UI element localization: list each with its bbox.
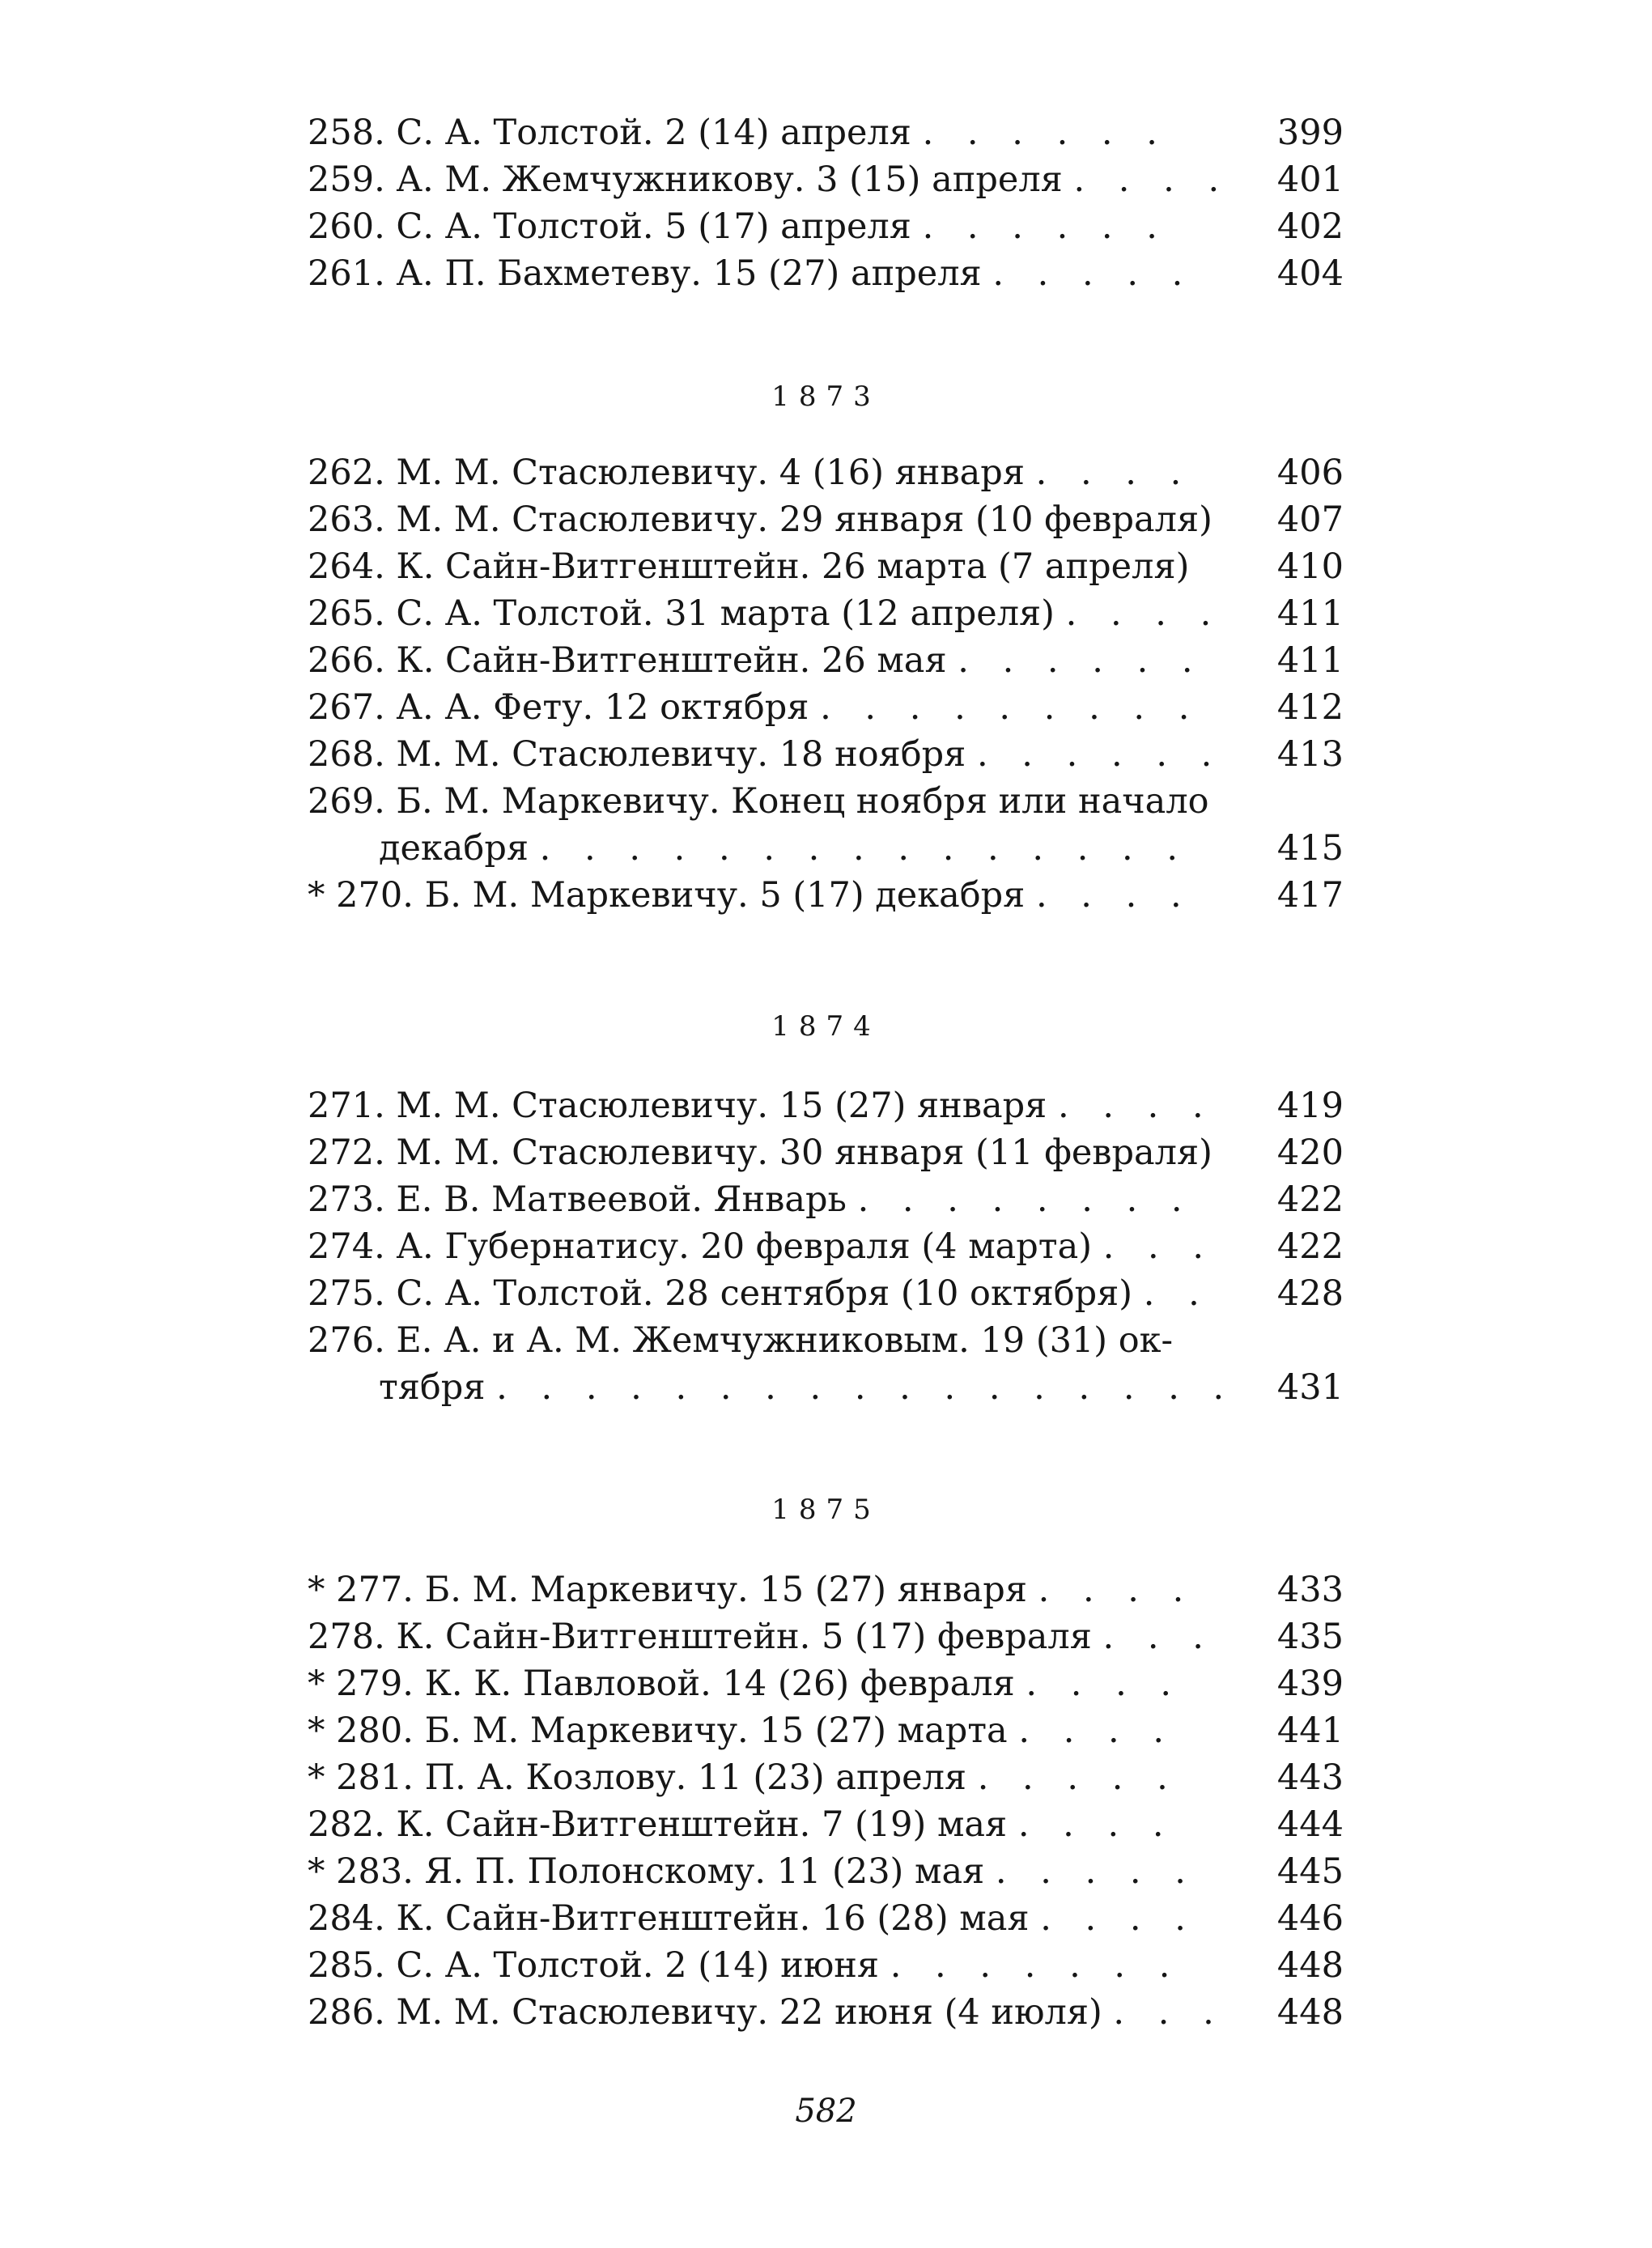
entry-number: 276.: [308, 1320, 385, 1361]
toc-entry-continuation: [308, 825, 1344, 872]
dot-leader: . . . .: [1057, 1086, 1215, 1126]
entry-title: Е. В. Матвеевой. Январь: [396, 1179, 847, 1220]
dot-leader: . . .: [1113, 1992, 1225, 2033]
entry-number: 265.: [308, 593, 385, 634]
toc-entry: [308, 1129, 1344, 1176]
entry-title: Б. М. Маркевичу. 15 (27) января: [424, 1570, 1027, 1610]
entry-number: 264.: [308, 546, 385, 587]
dot-leader: . . . . . .: [922, 206, 1169, 247]
entry-page: 417: [1276, 875, 1344, 916]
entry-title: Б. М. Маркевичу. Конец ноября или начало: [396, 781, 1209, 822]
entry-title: М. М. Стасюлевичу. 22 июня (4 июля): [396, 1992, 1102, 2033]
dot-leader: . . .: [1102, 1226, 1216, 1267]
toc-entry-text: [308, 825, 1302, 872]
year-heading: 1875: [771, 1494, 881, 1526]
entry-number: 286.: [308, 1992, 385, 2033]
toc-entry-text: [308, 496, 1230, 543]
entry-title: Е. А. и А. М. Жемчужниковым. 19 (31) ок-: [396, 1320, 1174, 1361]
dot-leader: . . . .: [1038, 1570, 1195, 1610]
entry-title: К. Сайн-Витгенштейн. 26 мая: [396, 640, 947, 681]
toc-entry-text: [308, 1176, 1230, 1223]
entry-page: 404: [1276, 253, 1344, 294]
dot-leader: . . . . . . . .: [857, 1179, 1194, 1220]
entry-title: М. М. Стасюлевичу. 29 января (10 февраля): [396, 499, 1212, 540]
entry-title: М. М. Стасюлевичу. 30 января (11 февраля): [396, 1132, 1212, 1173]
toc-entry: [308, 1942, 1344, 1989]
entry-page: 439: [1276, 1664, 1344, 1704]
toc-section: [308, 1082, 1344, 1411]
entry-title: К. Сайн-Витгенштейн. 7 (19) мая: [396, 1804, 1008, 1845]
toc-entry-text: [308, 1989, 1230, 2036]
entry-page: 411: [1276, 640, 1344, 681]
toc-entry-text: [308, 1613, 1230, 1660]
entry-number: 258.: [308, 113, 385, 153]
dot-leader: . . . .: [1073, 159, 1230, 200]
dot-leader: . . . . .: [992, 253, 1195, 294]
entry-number: 263.: [308, 499, 385, 540]
entry-page: 422: [1276, 1226, 1344, 1267]
entry-title: К. Сайн-Витгенштейн. 5 (17) февраля: [396, 1617, 1092, 1657]
toc-section: [308, 449, 1344, 919]
toc-entry-text: [308, 590, 1230, 637]
entry-number: 282.: [308, 1804, 385, 1845]
toc-entry: [308, 1754, 1344, 1801]
entry-title: А. П. Бахметеву. 15 (27) апреля: [396, 253, 982, 294]
toc-entry: [308, 684, 1344, 731]
toc-entry-text: [308, 1364, 1302, 1411]
toc-section: [308, 1566, 1344, 2036]
toc-entry: [308, 1989, 1344, 2036]
year-heading: 1873: [771, 380, 881, 413]
toc-entry: [308, 1082, 1344, 1129]
toc-entry: [308, 109, 1344, 156]
entry-title: А. Губернатису. 20 февраля (4 марта): [396, 1226, 1093, 1267]
toc-entry-text: [308, 1801, 1230, 1848]
entry-number: * 281.: [308, 1757, 414, 1798]
entry-page: 412: [1276, 687, 1344, 728]
entry-title: П. А. Козлову. 11 (23) апреля: [424, 1757, 967, 1798]
toc-entry: [308, 1566, 1344, 1613]
toc-entry-text: [308, 109, 1230, 156]
toc-entry: [308, 731, 1344, 778]
entry-number: * 279.: [308, 1664, 414, 1704]
toc-entry: [308, 156, 1344, 203]
toc-entry-text: [308, 1317, 1230, 1364]
toc-entry-text: [308, 1660, 1230, 1707]
toc-entry-text: [308, 872, 1230, 919]
entry-title: М. М. Стасюлевичу. 15 (27) января: [396, 1086, 1047, 1126]
toc-entry-text: [308, 1848, 1230, 1895]
toc-entry: [308, 1660, 1344, 1707]
entry-page: 406: [1276, 453, 1344, 493]
entry-number: 262.: [308, 453, 385, 493]
dot-leader: . . . . . . .: [890, 1945, 1182, 1986]
entry-page: 402: [1276, 206, 1344, 247]
entry-number: 273.: [308, 1179, 385, 1220]
entry-title: К. Сайн-Витгенштейн. 26 марта (7 апреля): [396, 546, 1190, 587]
entry-number: 271.: [308, 1086, 385, 1126]
toc-entry-text: [308, 778, 1230, 825]
entry-number: 269.: [308, 781, 385, 822]
toc-entry: [308, 1707, 1344, 1754]
toc-entry-text: [308, 1707, 1230, 1754]
toc-entry-text: [308, 1082, 1230, 1129]
dot-leader: . . . . . . . . .: [820, 687, 1201, 728]
dot-leader: . .: [1143, 1273, 1211, 1314]
dot-leader: . . . . . .: [922, 113, 1169, 153]
entry-page: 446: [1276, 1898, 1344, 1939]
entry-page: 415: [1276, 828, 1344, 869]
toc-entry: [308, 1270, 1344, 1317]
entry-page: 431: [1276, 1367, 1344, 1408]
dot-leader: . . . . . . . . . . . . . . .: [539, 828, 1190, 869]
entry-number: * 283.: [308, 1851, 414, 1892]
entry-number: * 280.: [308, 1710, 414, 1751]
toc-entry-text: [308, 1754, 1230, 1801]
toc-entry-text: [308, 684, 1230, 731]
entry-page: 419: [1276, 1086, 1344, 1126]
entry-number: 259.: [308, 159, 385, 200]
entry-number: 268.: [308, 734, 385, 775]
entry-page: 443: [1276, 1757, 1344, 1798]
toc-entry-text: [308, 156, 1230, 203]
toc-entry: [308, 1801, 1344, 1848]
entry-title: М. М. Стасюлевичу. 18 ноября: [396, 734, 966, 775]
entry-page: 444: [1276, 1804, 1344, 1845]
dot-leader: . . . .: [1018, 1710, 1176, 1751]
entry-number: 261.: [308, 253, 385, 294]
entry-title: Я. П. Полонскому. 11 (23) мая: [424, 1851, 985, 1892]
toc-entry: [308, 1176, 1344, 1223]
toc-entry: [308, 1223, 1344, 1270]
entry-number: 266.: [308, 640, 385, 681]
dot-leader: . . . .: [1017, 1804, 1175, 1845]
toc-entry-text: [308, 449, 1230, 496]
entry-title: К. Сайн-Витгенштейн. 16 (28) мая: [396, 1898, 1030, 1939]
toc-entry-text: [308, 637, 1230, 684]
entry-title: С. А. Толстой. 2 (14) апреля: [396, 113, 911, 153]
entry-title: С. А. Толстой. 31 марта (12 апреля): [396, 593, 1055, 634]
toc-entry: [308, 590, 1344, 637]
year-heading: 1874: [771, 1010, 881, 1043]
toc-entry: [308, 250, 1344, 297]
entry-number: 278.: [308, 1617, 385, 1657]
entry-page: 411: [1276, 593, 1344, 634]
entry-page: 410: [1276, 546, 1344, 587]
page-number: 582: [795, 2093, 857, 2130]
entry-number: * 270.: [308, 875, 414, 916]
entry-title-continued: декабря: [379, 828, 529, 869]
entry-number: 260.: [308, 206, 385, 247]
toc-entry: [308, 872, 1344, 919]
entry-number: 274.: [308, 1226, 385, 1267]
dot-leader: . . .: [1102, 1617, 1215, 1657]
toc-entry-text: [308, 1223, 1230, 1270]
dot-leader: . . . . .: [995, 1851, 1197, 1892]
toc-section: [308, 109, 1344, 297]
toc-entry-text: [308, 250, 1230, 297]
toc-entry-text: [308, 203, 1230, 250]
toc-entry-text: [308, 1895, 1230, 1942]
entry-page: 428: [1276, 1273, 1344, 1314]
entry-number: 267.: [308, 687, 385, 728]
entry-page: 399: [1276, 113, 1344, 153]
toc-entry: [308, 1848, 1344, 1895]
entry-number: 272.: [308, 1132, 385, 1173]
dot-leader: . . . .: [1035, 875, 1193, 916]
entry-title: Б. М. Маркевичу. 5 (17) декабря: [424, 875, 1026, 916]
dot-leader: . . . . . .: [976, 734, 1224, 775]
toc-entry: [308, 1613, 1344, 1660]
entry-page: 448: [1276, 1992, 1344, 2033]
entry-title: М. М. Стасюлевичу. 4 (16) января: [396, 453, 1025, 493]
entry-page: 435: [1276, 1617, 1344, 1657]
entry-number: 275.: [308, 1273, 385, 1314]
dot-leader: . . . . .: [977, 1757, 1179, 1798]
entry-title: А. А. Фету. 12 октября: [396, 687, 809, 728]
dot-leader: . . . . . .: [958, 640, 1204, 681]
entry-title: Б. М. Маркевичу. 15 (27) марта: [424, 1710, 1008, 1751]
toc-entry: [308, 778, 1344, 825]
entry-title: С. А. Толстой. 5 (17) апреля: [396, 206, 911, 247]
dot-leader: . . . .: [1040, 1898, 1197, 1939]
toc-entry: [308, 496, 1344, 543]
entry-page: 422: [1276, 1179, 1344, 1220]
toc-entry: [308, 1895, 1344, 1942]
entry-title: А. М. Жемчужникову. 3 (15) апреля: [396, 159, 1063, 200]
toc-entry: [308, 203, 1344, 250]
toc-entry-continuation: [308, 1364, 1344, 1411]
toc-entry-text: [308, 543, 1230, 590]
toc-entry: [308, 637, 1344, 684]
entry-page: 407: [1276, 499, 1344, 540]
dot-leader: . . . . . . . . . . . . . . . . .: [496, 1367, 1236, 1408]
entry-title: К. К. Павловой. 14 (26) февраля: [424, 1664, 1015, 1704]
entry-title: С. А. Толстой. 2 (14) июня: [396, 1945, 880, 1986]
toc-entry: [308, 449, 1344, 496]
toc-entry-text: [308, 1566, 1230, 1613]
entry-number: 285.: [308, 1945, 385, 1986]
entry-page: 401: [1276, 159, 1344, 200]
toc-entry-text: [308, 1942, 1230, 1989]
toc-entry-text: [308, 1270, 1230, 1317]
entry-page: 420: [1276, 1132, 1344, 1173]
toc-entry: [308, 1317, 1344, 1364]
entry-page: 433: [1276, 1570, 1344, 1610]
entry-title: С. А. Толстой. 28 сентября (10 октября): [396, 1273, 1133, 1314]
toc-entry-text: [308, 1129, 1230, 1176]
toc-entry-text: [308, 731, 1230, 778]
dot-leader: . . . .: [1035, 453, 1193, 493]
dot-leader: . . . .: [1065, 593, 1223, 634]
entry-page: 448: [1276, 1945, 1344, 1986]
entry-page: 441: [1276, 1710, 1344, 1751]
entry-number: * 277.: [308, 1570, 414, 1610]
entry-page: 413: [1276, 734, 1344, 775]
entry-title-continued: тября: [379, 1367, 486, 1408]
entry-number: 284.: [308, 1898, 385, 1939]
entry-page: 445: [1276, 1851, 1344, 1892]
toc-entry: [308, 543, 1344, 590]
dot-leader: . . . .: [1026, 1664, 1183, 1704]
